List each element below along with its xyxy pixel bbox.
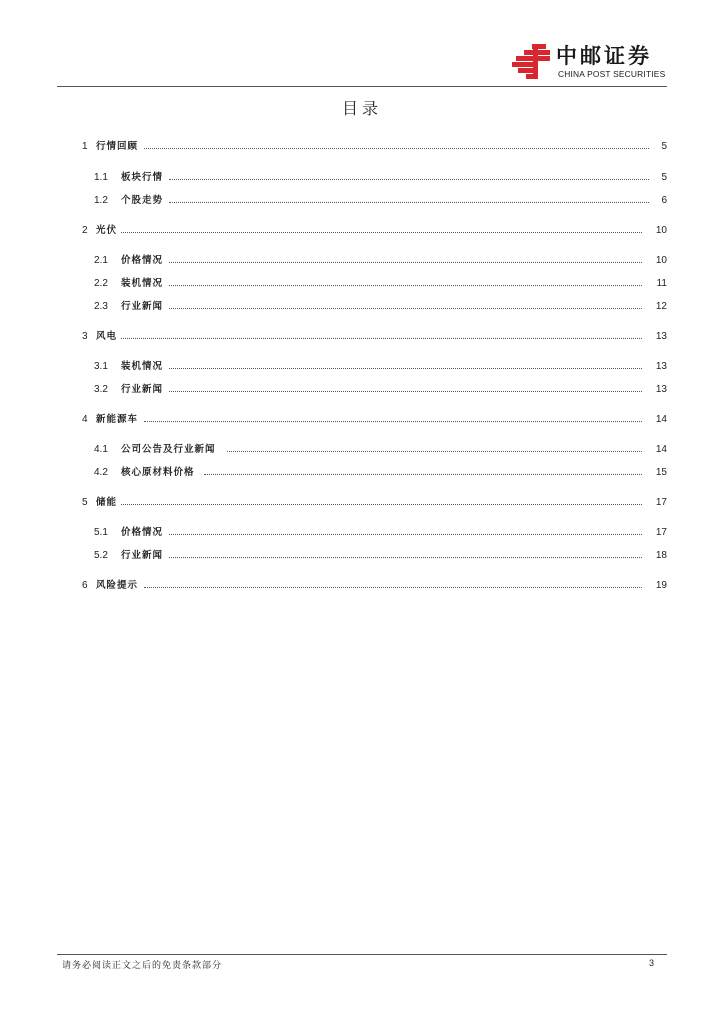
toc-entry-title: 装机情况	[121, 278, 164, 289]
page-number: 3	[648, 958, 654, 968]
logo-chinese-name: 中邮证券	[556, 44, 652, 68]
toc-entry-number: 6	[82, 580, 88, 591]
toc-entry-number: 5.1	[94, 527, 108, 538]
toc-entry-number: 1.2	[94, 195, 108, 206]
toc-entry-page: 18	[655, 550, 667, 561]
toc-entry-number: 2.1	[94, 255, 108, 266]
toc-entry-page: 10	[655, 225, 667, 236]
page-header	[0, 0, 724, 88]
toc-entry-page: 13	[655, 331, 667, 342]
toc-entry-title: 行业新闻	[121, 550, 164, 561]
company-logo	[512, 44, 672, 84]
toc-entry-title: 行业新闻	[121, 384, 164, 395]
toc-entry-number: 4.2	[94, 467, 108, 478]
toc-entry-title: 价格情况	[121, 255, 164, 266]
toc-subsection-entry[interactable]	[57, 526, 667, 540]
toc-entry-title: 储能	[96, 497, 118, 508]
header-divider	[57, 86, 667, 87]
toc-title: 目录	[341, 99, 382, 118]
toc-entry-number: 1	[82, 141, 88, 152]
toc-subsection-entry[interactable]	[57, 443, 667, 457]
toc-dot-leader	[121, 338, 642, 339]
toc-subsection-entry[interactable]	[57, 194, 667, 208]
toc-entry-number: 5.2	[94, 550, 108, 561]
toc-subsection-entry[interactable]	[57, 383, 667, 397]
toc-entry-number: 2	[82, 225, 88, 236]
toc-entry-title: 行情回顾	[96, 141, 139, 152]
toc-entry-title: 风电	[96, 331, 118, 342]
toc-entry-page: 13	[655, 384, 667, 395]
toc-entry-number: 3.1	[94, 361, 108, 372]
toc-dot-leader	[204, 474, 643, 475]
toc-entry-title: 新能源车	[96, 414, 139, 425]
toc-dot-leader	[144, 587, 642, 588]
footer-divider	[57, 954, 667, 955]
toc-dot-leader	[169, 285, 642, 286]
toc-subsection-entry[interactable]	[57, 254, 667, 268]
toc-entry-number: 2.3	[94, 301, 108, 312]
toc-dot-leader	[121, 232, 642, 233]
toc-entry-page: 14	[655, 414, 667, 425]
toc-entry-page: 19	[655, 580, 667, 591]
toc-dot-leader	[169, 391, 642, 392]
toc-subsection-entry[interactable]	[57, 277, 667, 291]
toc-section-entry[interactable]	[57, 496, 667, 510]
toc-section-entry[interactable]	[57, 140, 667, 154]
toc-entry-number: 2.2	[94, 278, 108, 289]
toc-entry-page: 5	[661, 141, 667, 152]
toc-entry-title: 风险提示	[96, 580, 139, 591]
toc-section-entry[interactable]	[57, 330, 667, 344]
toc-entry-number: 5	[82, 497, 88, 508]
toc-dot-leader	[121, 504, 642, 505]
toc-dot-leader	[169, 179, 649, 180]
toc-entry-title: 公司公告及行业新闻	[121, 444, 216, 455]
toc-dot-leader	[169, 534, 642, 535]
toc-entry-page: 6	[661, 195, 667, 206]
toc-section-entry[interactable]	[57, 579, 667, 593]
toc-dot-leader	[144, 421, 642, 422]
toc-entry-title: 板块行情	[121, 172, 164, 183]
toc-dot-leader	[144, 148, 649, 149]
toc-dot-leader	[169, 202, 649, 203]
toc-entry-page: 10	[655, 255, 667, 266]
toc-entry-number: 3	[82, 331, 88, 342]
toc-entry-number: 1.1	[94, 172, 108, 183]
toc-entry-title: 行业新闻	[121, 301, 164, 312]
toc-subsection-entry[interactable]	[57, 360, 667, 374]
toc-subsection-entry[interactable]	[57, 466, 667, 480]
toc-entry-number: 4.1	[94, 444, 108, 455]
toc-entry-page: 13	[655, 361, 667, 372]
toc-entry-number: 4	[82, 414, 88, 425]
toc-subsection-entry[interactable]	[57, 171, 667, 185]
toc-entry-title: 装机情况	[121, 361, 164, 372]
toc-entry-number: 3.2	[94, 384, 108, 395]
toc-entry-title: 光伏	[96, 225, 118, 236]
toc-entry-title: 核心原材料价格	[121, 467, 195, 478]
toc-entry-page: 17	[655, 497, 667, 508]
toc-subsection-entry[interactable]	[57, 300, 667, 314]
toc-subsection-entry[interactable]	[57, 549, 667, 563]
toc-dot-leader	[169, 262, 642, 263]
toc-section-entry[interactable]	[57, 224, 667, 238]
toc-entry-title: 价格情况	[121, 527, 164, 538]
china-post-logo-icon	[512, 44, 554, 82]
toc-entry-page: 17	[655, 527, 667, 538]
toc-dot-leader	[169, 557, 642, 558]
toc-dot-leader	[169, 308, 642, 309]
toc-dot-leader	[169, 368, 642, 369]
toc-entry-page: 15	[655, 467, 667, 478]
toc-entry-page: 11	[656, 278, 667, 289]
logo-english-name: CHINA POST SECURITIES	[558, 69, 666, 79]
toc-dot-leader	[227, 451, 643, 452]
toc-entry-page: 5	[661, 172, 667, 183]
toc-entry-page: 12	[655, 301, 667, 312]
toc-entry-title: 个股走势	[121, 195, 164, 206]
footer-disclaimer: 请务必阅读正文之后的免责条款部分	[62, 961, 223, 971]
toc-section-entry[interactable]	[57, 413, 667, 427]
toc-entry-page: 14	[655, 444, 667, 455]
